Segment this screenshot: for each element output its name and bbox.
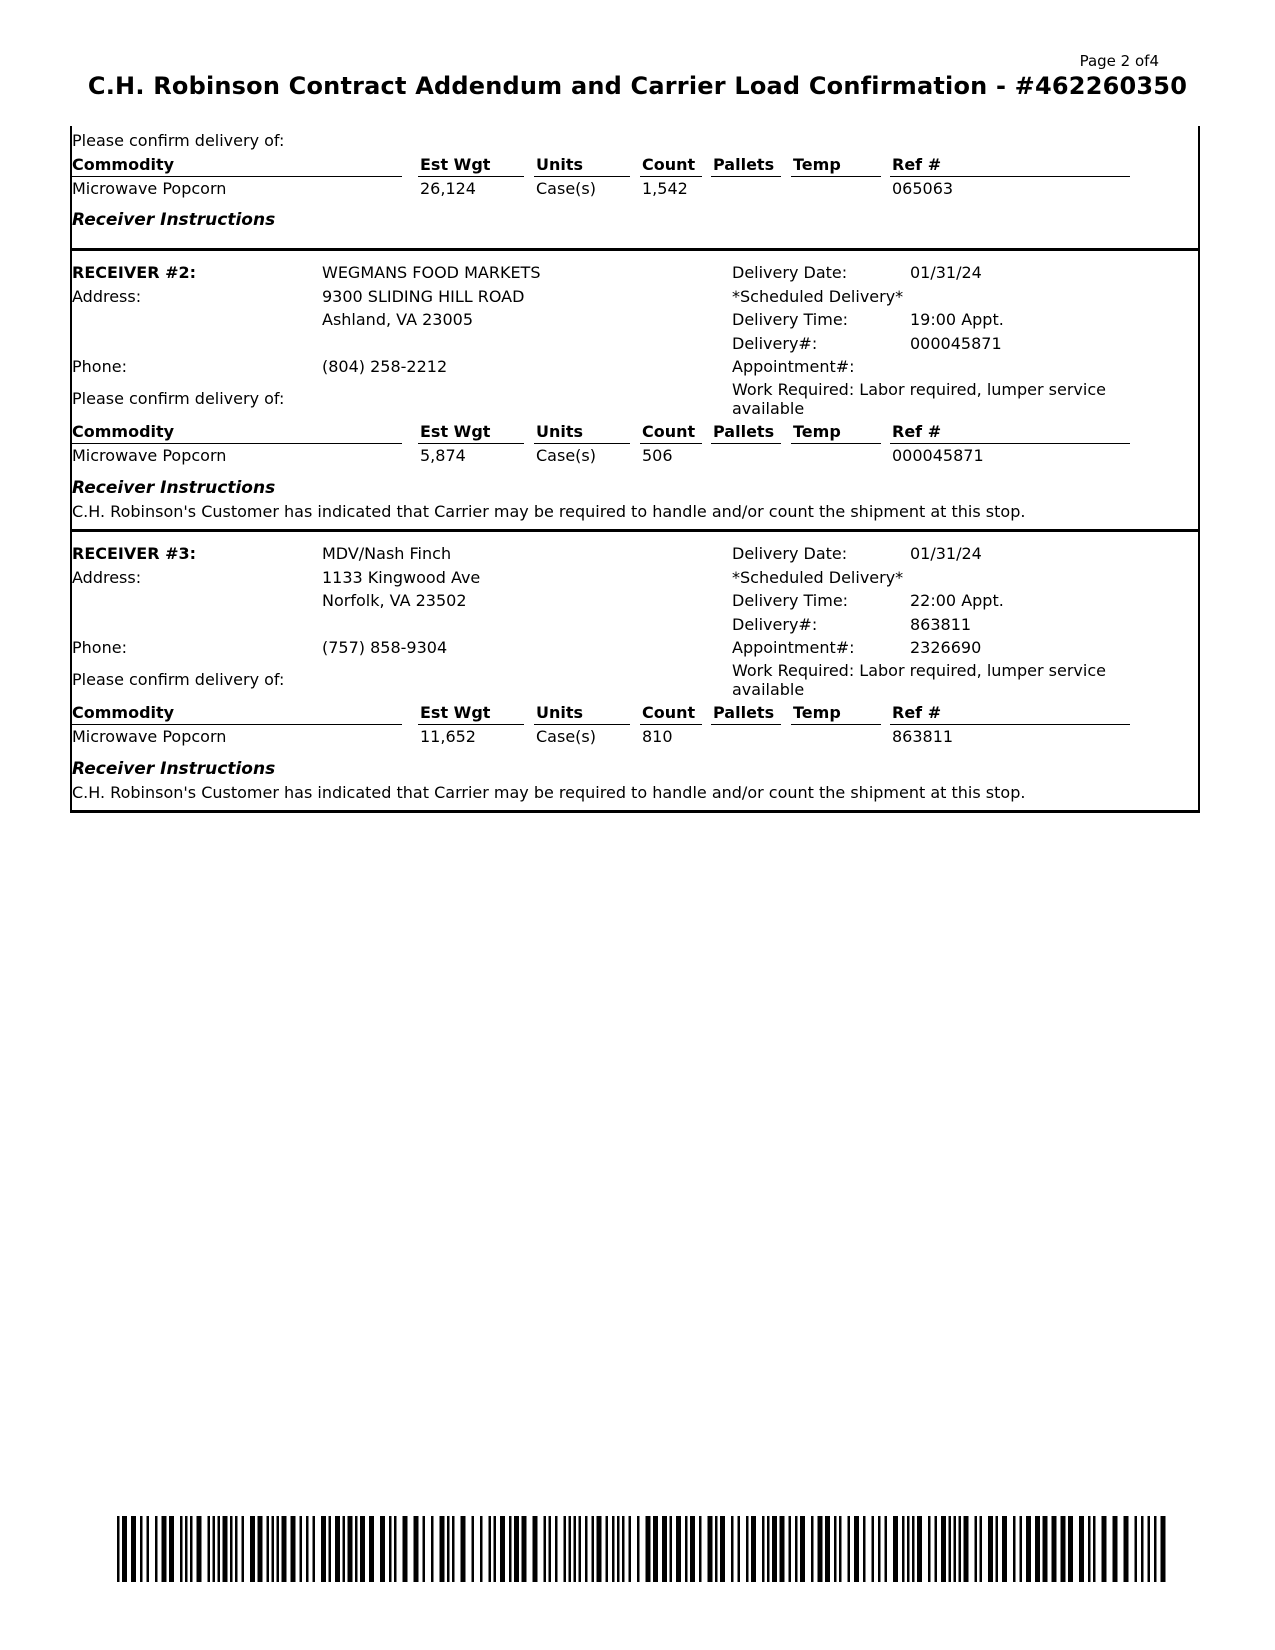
delivery-time-value: 22:00 Appt. [910, 591, 1004, 610]
receiver-2-section [72, 251, 1198, 532]
pallets-header: Pallets [713, 422, 775, 441]
delivery-number-label: Delivery#: [732, 615, 818, 634]
units-cell: Case(s) [536, 727, 596, 746]
receiver-1-continued-section [72, 131, 1198, 251]
units-cell: Case(s) [536, 179, 596, 198]
commodity-cell: Microwave Popcorn [72, 179, 227, 198]
ref-cell: 065063 [892, 179, 954, 198]
scheduled-delivery-note: *Scheduled Delivery* [732, 287, 904, 306]
delivery-date-value: 01/31/24 [910, 544, 982, 563]
delivery-date-value: 01/31/24 [910, 263, 982, 282]
work-required-line-1: Work Required: Labor required, lumper service [732, 661, 1106, 680]
address-label: Address: [72, 287, 142, 306]
temp-header: Temp [793, 422, 841, 441]
commodity-header: Commodity [72, 155, 175, 174]
phone-label: Phone: [72, 638, 127, 657]
receiver-instructions-heading: Receiver Instructions [72, 210, 276, 230]
delivery-date-label: Delivery Date: [732, 263, 848, 282]
ref-header: Ref # [892, 703, 942, 722]
commodity-cell: Microwave Popcorn [72, 727, 227, 746]
est-wgt-cell: 11,652 [420, 727, 476, 746]
appointment-label: Appointment#: [732, 638, 855, 657]
pallets-header: Pallets [713, 703, 775, 722]
page-number: Page 2 of4 [1079, 52, 1159, 70]
temp-header: Temp [793, 703, 841, 722]
phone-label: Phone: [72, 357, 127, 376]
receiver-3-section [72, 532, 1198, 813]
ref-header: Ref # [892, 422, 942, 441]
units-cell: Case(s) [536, 446, 596, 465]
units-header: Units [536, 422, 584, 441]
receiver-instructions-text: C.H. Robinson's Customer has indicated that Carrier may be required to handle and/or count the shipment at this stop. [72, 783, 1026, 802]
est-wgt-header: Est Wgt [420, 422, 491, 441]
receiver-name: MDV/Nash Finch [322, 544, 452, 563]
work-required-line-2: available [732, 680, 805, 699]
delivery-number-value: 863811 [910, 615, 972, 634]
confirm-delivery-label: Please confirm delivery of: [72, 131, 285, 150]
count-header: Count [642, 155, 696, 174]
receiver-instructions-text: C.H. Robinson's Customer has indicated that Carrier may be required to handle and/or count the shipment at this stop. [72, 502, 1026, 521]
barcode-icon [117, 1516, 1167, 1582]
delivery-number-value: 000045871 [910, 334, 1002, 353]
count-header: Count [642, 422, 696, 441]
commodity-cell: Microwave Popcorn [72, 446, 227, 465]
receiver-street: 9300 SLIDING HILL ROAD [322, 287, 525, 306]
est-wgt-cell: 5,874 [420, 446, 466, 465]
commodity-header: Commodity [72, 703, 175, 722]
units-header: Units [536, 155, 584, 174]
load-details-frame [70, 131, 1200, 813]
ref-cell: 000045871 [892, 446, 984, 465]
confirm-delivery-label: Please confirm delivery of: [72, 670, 285, 689]
est-wgt-cell: 26,124 [420, 179, 476, 198]
work-required-line-1: Work Required: Labor required, lumper service [732, 380, 1106, 399]
est-wgt-header: Est Wgt [420, 155, 491, 174]
receiver-heading: RECEIVER #3: [72, 544, 197, 563]
document-title: C.H. Robinson Contract Addendum and Carrier Load Confirmation - #462260350 [87, 72, 1188, 100]
count-cell: 506 [642, 446, 673, 465]
ref-cell: 863811 [892, 727, 954, 746]
units-header: Units [536, 703, 584, 722]
confirm-delivery-label: Please confirm delivery of: [72, 389, 285, 408]
receiver-heading: RECEIVER #2: [72, 263, 197, 282]
receiver-city: Ashland, VA 23005 [322, 310, 473, 329]
receiver-street: 1133 Kingwood Ave [322, 568, 481, 587]
count-header: Count [642, 703, 696, 722]
appointment-value: 2326690 [910, 638, 982, 657]
address-label: Address: [72, 568, 142, 587]
est-wgt-header: Est Wgt [420, 703, 491, 722]
count-cell: 810 [642, 727, 673, 746]
receiver-instructions-heading: Receiver Instructions [72, 478, 276, 498]
appointment-label: Appointment#: [732, 357, 855, 376]
receiver-instructions-heading: Receiver Instructions [72, 759, 276, 779]
commodity-header: Commodity [72, 422, 175, 441]
receiver-city: Norfolk, VA 23502 [322, 591, 467, 610]
ref-header: Ref # [892, 155, 942, 174]
phone-number: (757) 858-9304 [322, 638, 448, 657]
delivery-time-value: 19:00 Appt. [910, 310, 1004, 329]
pallets-header: Pallets [713, 155, 775, 174]
work-required-line-2: available [732, 399, 805, 418]
delivery-time-label: Delivery Time: [732, 591, 849, 610]
phone-number: (804) 258-2212 [322, 357, 448, 376]
receiver-name: WEGMANS FOOD MARKETS [322, 263, 541, 282]
scheduled-delivery-note: *Scheduled Delivery* [732, 568, 904, 587]
count-cell: 1,542 [642, 179, 688, 198]
delivery-time-label: Delivery Time: [732, 310, 849, 329]
delivery-number-label: Delivery#: [732, 334, 818, 353]
delivery-date-label: Delivery Date: [732, 544, 848, 563]
temp-header: Temp [793, 155, 841, 174]
